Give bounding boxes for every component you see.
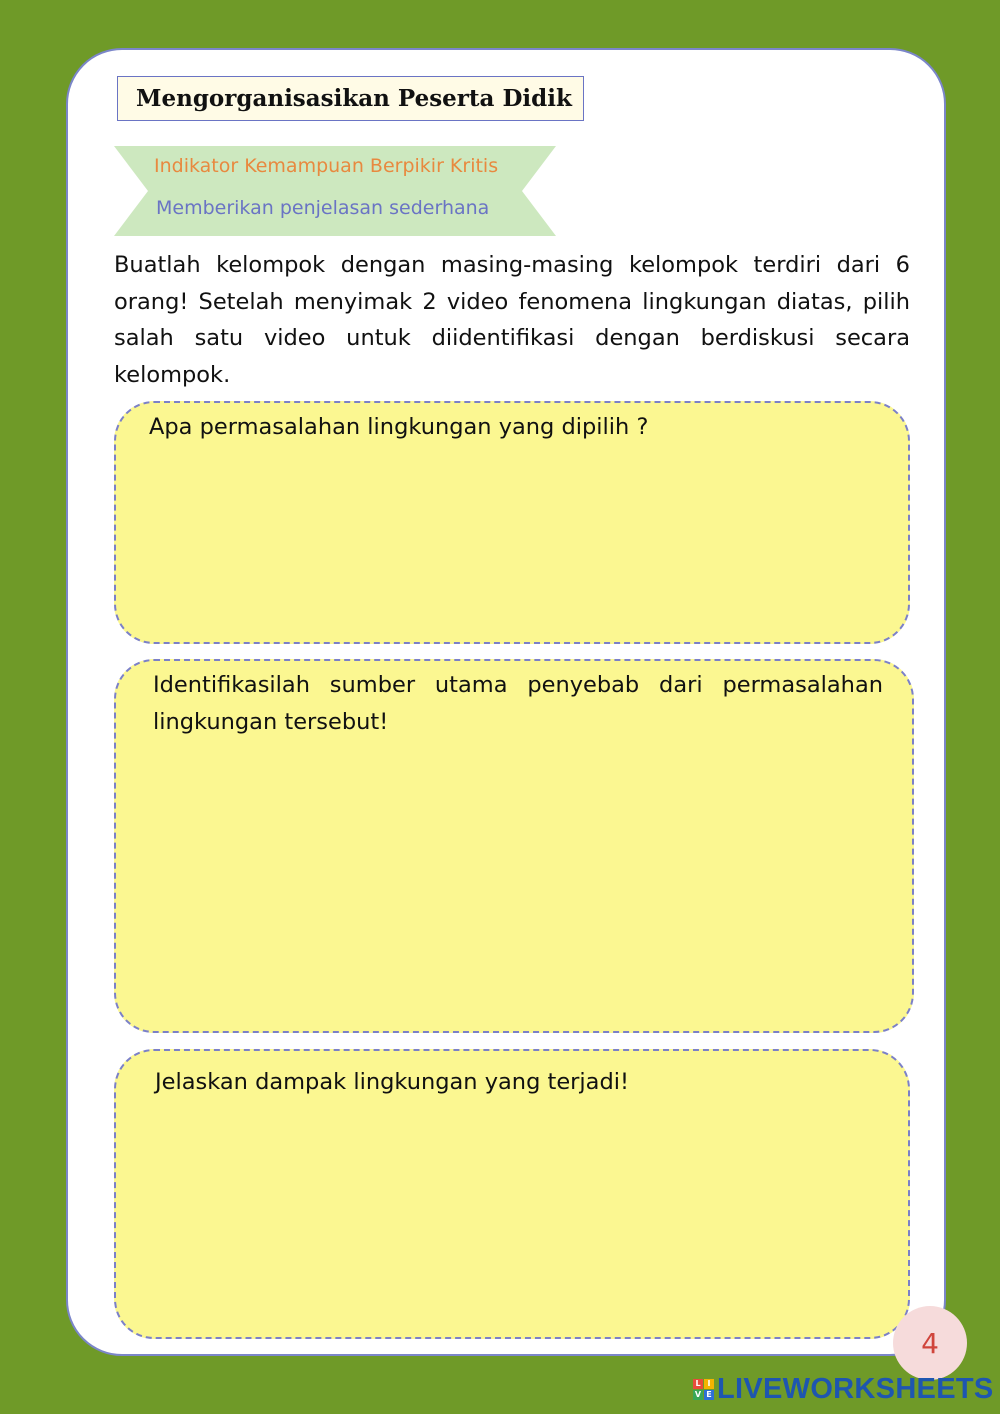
logo-text: LIVEWORKSHEETS	[717, 1372, 994, 1405]
page-number-text: 4	[921, 1326, 939, 1360]
indicator-value: Memberikan penjelasan sederhana	[156, 197, 490, 219]
section-title	[117, 76, 584, 121]
liveworksheets-logo[interactable]	[693, 1374, 994, 1404]
answer-box-problem[interactable]	[114, 401, 910, 644]
indicator-label: Indikator Kemampuan Berpikir Kritis	[154, 155, 499, 177]
page-number	[893, 1306, 967, 1380]
instruction-text: Buatlah kelompok dengan masing-masing kelompok terdiri dari 6 orang! Setelah menyimak 2 video fenomena lingkungan diatas, pilih salah satu video untuk diidentifikasi dengan berdiskusi secara kelompok.	[114, 252, 910, 388]
answer-box-impact[interactable]	[114, 1049, 910, 1339]
question-problem: Apa permasalahan lingkungan yang dipilih ?	[149, 414, 649, 440]
section-title-text: Mengorganisasikan Peserta Didik	[136, 85, 572, 112]
logo-mark-icon: L I V E	[693, 1379, 714, 1400]
question-impact: Jelaskan dampak lingkungan yang terjadi!	[155, 1069, 630, 1095]
question-cause: Identifikasilah sumber utama penyebab dari permasalahan lingkungan tersebut!	[153, 672, 883, 735]
answer-box-cause[interactable]	[114, 659, 914, 1033]
indicator-ribbon	[114, 146, 556, 236]
